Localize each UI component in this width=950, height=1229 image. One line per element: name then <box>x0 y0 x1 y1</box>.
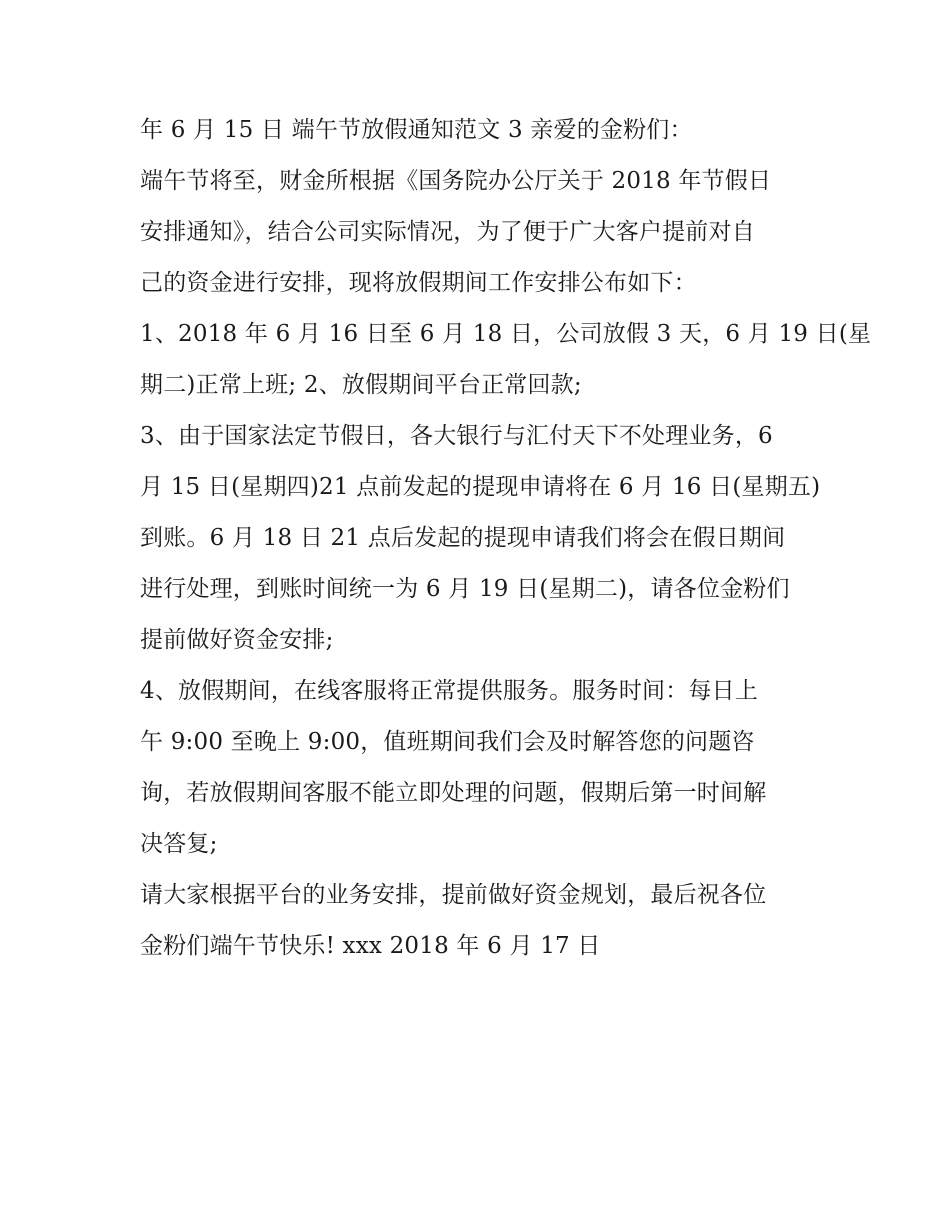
text-line: 安排通知》，结合公司实际情况，为了便于广大客户提前对自 <box>140 219 755 245</box>
text-line: 询，若放假期间客服不能立即处理的问题，假期后第一时间解 <box>140 780 767 806</box>
notice-body <box>140 108 872 975</box>
text-line: 3、由于国家法定节假日，各大银行与汇付天下不处理业务，6 <box>140 423 773 449</box>
text-line: 月 15 日(星期四)21 点前发起的提现申请将在 6 月 16 日(星期五) <box>140 474 821 500</box>
text-line: 到账。6 月 18 日 21 点后发起的提现申请我们将会在假日期间 <box>140 525 786 551</box>
text-line: 年 6 月 15 日 端午节放假通知范文 3 亲爱的金粉们： <box>140 117 693 143</box>
text-line: 请大家根据平台的业务安排，提前做好资金规划，最后祝各位 <box>140 882 767 908</box>
text-line: 1、2018 年 6 月 16 日至 6 月 18 日，公司放假 3 天，6 月 19 日(星 <box>140 321 872 347</box>
text-line: 4、放假期间，在线客服将正常提供服务。服务时间：每日上 <box>140 678 759 704</box>
text-line: 午 9:00 至晚上 9:00，值班期间我们会及时解答您的问题咨 <box>140 729 755 755</box>
text-line: 金粉们端午节快乐! xxx 2018 年 6 月 17 日 <box>140 933 601 959</box>
text-line: 进行处理，到账时间统一为 6 月 19 日(星期二)，请各位金粉们 <box>140 576 790 602</box>
text-line: 期二)正常上班; 2、放假期间平台正常回款; <box>140 372 582 398</box>
text-line: 己的资金进行安排，现将放假期间工作安排公布如下： <box>140 270 697 296</box>
text-line: 提前做好资金安排; <box>140 627 334 653</box>
text-line: 端午节将至，财金所根据《国务院办公厅关于 2018 年节假日 <box>140 168 772 194</box>
text-line: 决答复; <box>140 831 218 857</box>
